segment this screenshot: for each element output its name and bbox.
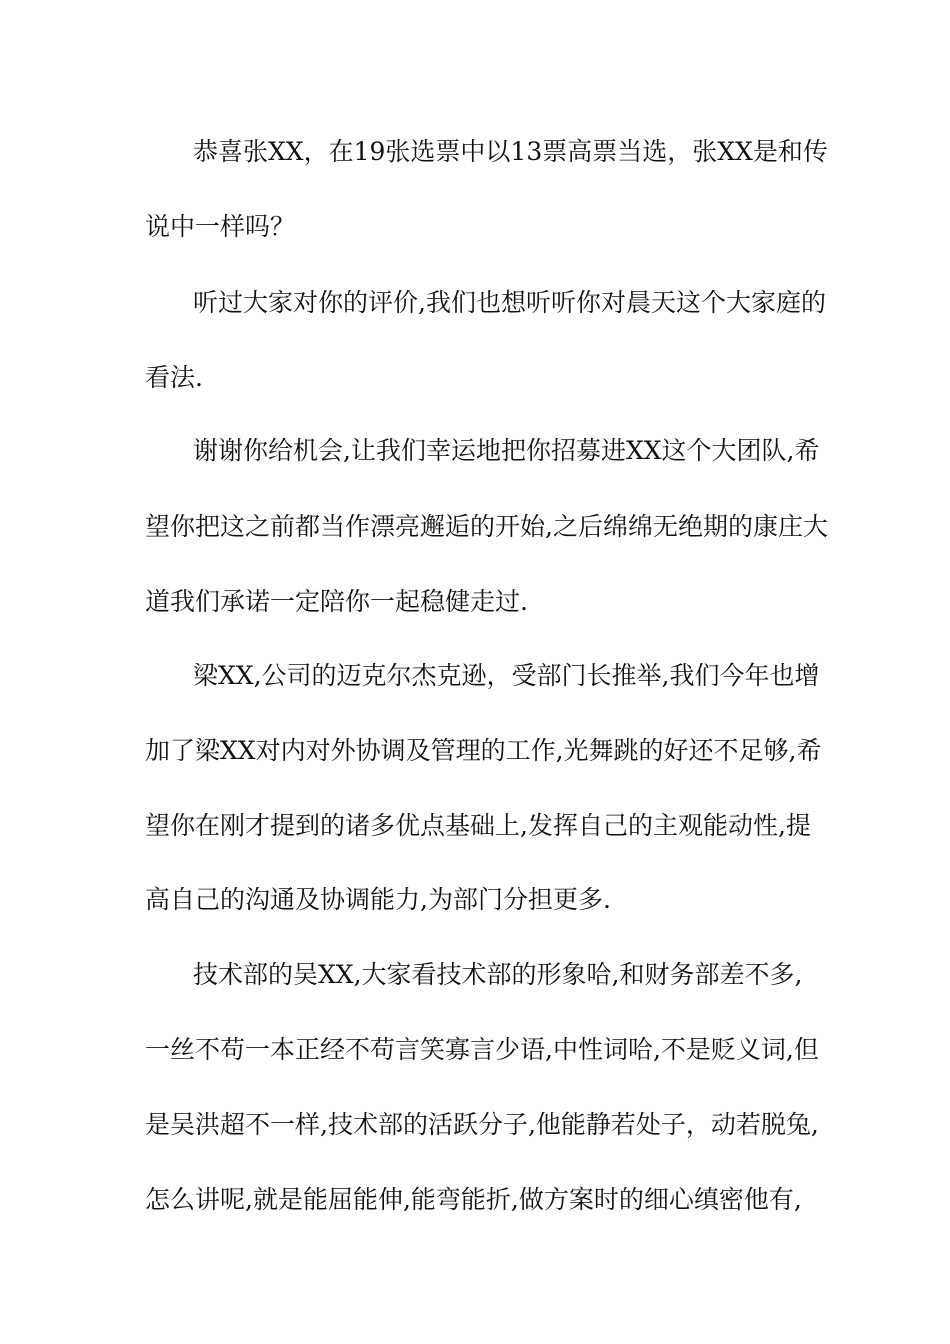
- text-line-2: 说中一样吗？: [145, 212, 296, 241]
- text-line-3: 听过大家对你的评价,我们也想听听你对晨天这个大家庭的: [193, 288, 826, 317]
- text-line-14: 是吴洪超不一样,技术部的活跃分子,他能静若处子，动若脱兔,: [145, 1110, 819, 1139]
- text-line-5: 谢谢你给机会,让我们幸运地把你招募进XX这个大团队,希: [193, 436, 820, 465]
- text-line-8: 梁XX,公司的迈克尔杰克逊，受部门长推举,我们今年也增: [193, 661, 820, 690]
- text-line-15: 怎么讲呢,就是能屈能伸,能弯能折,做方案时的细心缜密他有,: [145, 1185, 802, 1214]
- text-line-13: 一丝不苟一本正经不苟言笑寡言少语,中性词哈,不是贬义词,但: [145, 1035, 819, 1064]
- text-line-6: 望你把这之前都当作漂亮邂逅的开始,之后绵绵无绝期的康庄大: [145, 512, 828, 541]
- text-line-7: 道我们承诺一定陪你一起稳健走过.: [145, 587, 528, 616]
- text-line-9: 加了梁XX对内对外协调及管理的工作,光舞跳的好还不足够,希: [145, 736, 822, 765]
- text-line-4: 看法.: [145, 363, 203, 392]
- text-line-11: 高自己的沟通及协调能力,为部门分担更多.: [145, 885, 611, 914]
- text-line-10: 望你在刚才提到的诸多优点基础上,发挥自己的主观能动性,提: [145, 811, 811, 840]
- text-line-1: 恭喜张XX，在19张选票中以13票高票当选，张XX是和传: [193, 137, 828, 166]
- text-line-12: 技术部的吴XX,大家看技术部的形象哈,和财务部差不多,: [193, 960, 803, 989]
